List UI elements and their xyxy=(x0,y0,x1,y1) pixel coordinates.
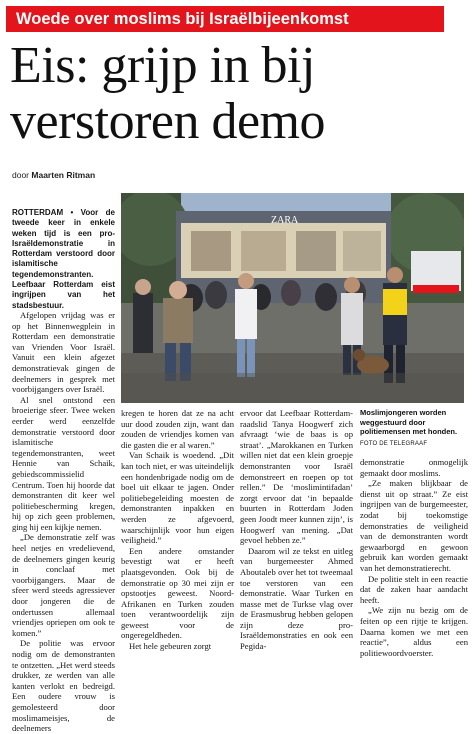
street-scene-illustration xyxy=(121,193,464,403)
headline-line-2: verstoren demo xyxy=(10,93,326,150)
column-1 xyxy=(12,310,115,734)
headline xyxy=(10,38,468,150)
paragraph: Al snel ontstond een broeierige sfeer. Twee weken eerder werd eenzelfde demonstratie verstoord door islamitische tegendemonstranten, weet Hennie van Schaik, gebiedscommissielid Centrum. Toen hij hoorde dat demonstranten dit keer wel politiebescherming kregen, hij op zich geen problemen, ging hij een kijkje nemen. xyxy=(12,394,115,532)
paragraph: „De demonstratie zelf was heel netjes en vredelievend, de deelnemers gingen keurig in conclaaf met voorbijgangers. Maar de sfeer werd steeds agressiever door jongeren die de ondertussen allemaal vriendjes opriepen om ook te komen.” xyxy=(12,532,115,638)
storefront-sign: ZARA xyxy=(271,215,299,226)
paragraph: Een andere omstander bevestigt wat er heeft plaatsgevonden. Ook bij de demonstratie op 30 mei zijn er opstootjes geweest. Noord-Afrikanen en Turken zouden toen verantwoordelijk zijn geweest voor de ongeregeldheden. xyxy=(121,545,234,641)
paragraph: Daarom wil ze tekst en uitleg van burgemeester Ahmed Aboutaleb over het tot tweemaal toe verstoren van een demonstratie. Waar Turken en masse met de Turkse vlag over de Erasmusbrug hebben gelopen zijn deze pro-Israëldemonstraties en ook een Pegida- xyxy=(240,545,353,652)
photo-credit: FOTO DE TELEGRAAF xyxy=(360,440,428,447)
headline-line-1: Eis: grijp in bij xyxy=(10,37,315,94)
paragraph: ervoor dat Leefbaar Rotterdam-raadslid Tanya Hoogwerf zich afvraagt ‘wie de baas is op straat’. „Marokkanen en Turken willen niet dat een klein groepje demonstranten voor Israël demonstreert en roepen op tot rellen.” De ‘moslimintifadan’ zorgt ervoor dat ‘in bepaalde buurten in Rotterdam Joden geen Joodt meer kunnen zijn’, is Hoogwerf van mening. „Dat gevoel hebben ze.” xyxy=(240,408,353,546)
column-3 xyxy=(240,408,353,652)
byline-prefix: door xyxy=(12,170,30,180)
paragraph: De politie stelt in een reactie dat de zaken haar aandacht heeft. xyxy=(360,573,468,605)
paragraph: Van Schaik is woedend. „Dit kan toch niet, er was uiteindelijk een hondenbrigade nodig om de boel uit elkaar te jagen. Onder politiebegeleiding moesten de demonstranten inpakken en werden ze afgevoerd, waarschijnlijk voor hun eigen veiligheid.” xyxy=(121,450,234,546)
caption-text: Moslimjongeren worden weggestuurd door politiemensen met honden. xyxy=(360,408,458,436)
paragraph: De politie was ervoor nodig om de demonstranten te ontzetten. „Het werd steeds drukker, ze werden van alle kanten verlokt en bedreigd. Een oudere vrouw is gemolesteerd door moslimameisjes, de deelnemers xyxy=(12,638,115,734)
column-4 xyxy=(360,457,468,658)
photo-caption xyxy=(360,408,468,449)
byline-author: Maarten Ritman xyxy=(31,170,96,180)
paragraph: kregen te horen dat ze na acht uur dood zouden zijn, want dan zouden de vriendjes komen van die gasten die er al waren.” xyxy=(121,408,234,450)
column-2 xyxy=(121,408,234,652)
lead-text: ROTTERDAM • Voor de tweede keer in enkele weken tijd is een pro-Israëldemonstratie in Rotterdam verstoord door islamitische tegendemonstranten. Leefbaar Rotterdam eist ingrijpen van het stadsbestuur. xyxy=(12,208,115,310)
news-photo xyxy=(121,193,464,403)
paragraph: „We zijn nu bezig om de feiten op een rijtje te krijgen. Daarna komen we met een reactie”, aldus een politiewoordvoerster. xyxy=(360,605,468,658)
section-banner: Woede over moslims bij Israëlbijeenkomst xyxy=(6,6,444,32)
paragraph: Het hele gebeuren zorgt xyxy=(129,641,212,652)
paragraph: Afgelopen vrijdag was er op het Binnenwegplein in Rotterdam een demonstratie van Vrienden Voor Israël. Vanuit een klein afgezet demonstratievak gingen de deelnemers in gesprek met voorbijgangers over Israël. xyxy=(12,310,115,395)
lead-paragraph xyxy=(12,208,115,311)
paragraph: „Ze maken blijkbaar de dienst uit op straat.” Ze eist ingrijpen van de burgemeester, zodat bij toekomstige demonstraties de veiligheid van de demonstranten wordt gewaarborgd en gewoon gebruik kan worden gemaakt van het demonstratierecht. xyxy=(360,478,468,573)
byline xyxy=(12,170,95,180)
paragraph: demonstratie onmogelijk gemaakt door moslims. xyxy=(360,457,468,478)
